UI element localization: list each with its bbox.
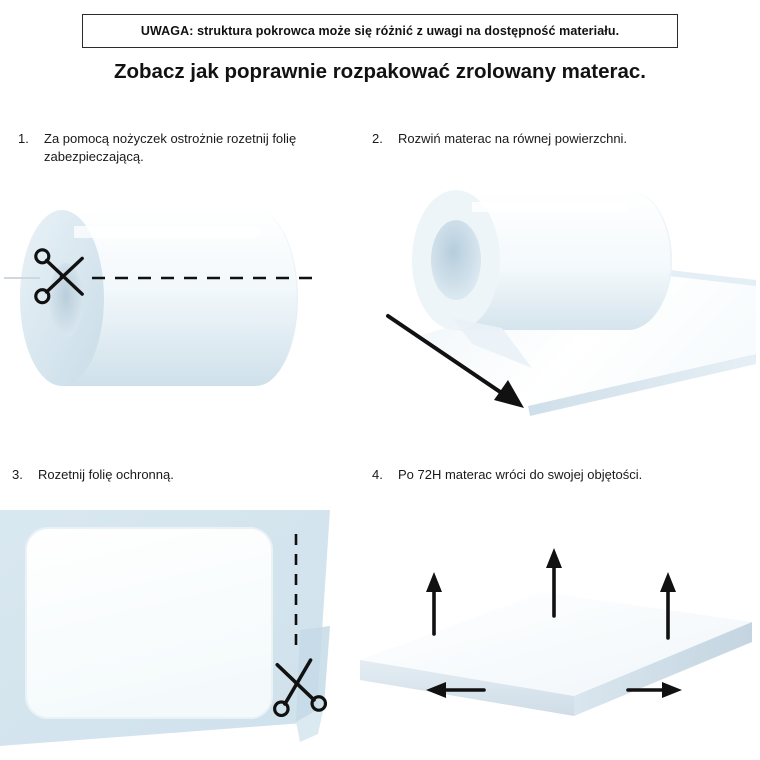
- step-4: [372, 466, 712, 484]
- step-1-number: 1.: [18, 131, 29, 146]
- page-title: Zobacz jak poprawnie rozpakować zrolowany materac.: [113, 60, 647, 83]
- notice-text: UWAGA: struktura pokrowca może się różnić z uwagi na dostępność materiału.: [140, 24, 620, 38]
- step-1: [18, 130, 318, 165]
- notice-banner: [82, 14, 678, 48]
- step-1-text: Za pomocą nożyczek ostrożnie rozetnij folię zabezpieczającą.: [44, 131, 297, 164]
- step-4-number: 4.: [372, 467, 383, 482]
- illustration-foil-cut: [0, 510, 346, 760]
- mattress-body: [26, 528, 272, 718]
- step-3-number: 3.: [12, 467, 23, 482]
- arrow-up-left: [426, 572, 442, 634]
- step-2-number: 2.: [372, 131, 383, 146]
- step-3: [12, 466, 312, 484]
- step-2-text: Rozwiń materac na równej powierzchni.: [398, 131, 628, 146]
- illustration-mattress-expanding: [352, 530, 756, 750]
- illustration-unrolling-mattress: [352, 168, 756, 438]
- roll-core-hole-2: [431, 220, 481, 300]
- step-4-text: Po 72H materac wróci do swojej objętości.: [398, 467, 643, 482]
- step-3-text: Rozetnij folię ochronną.: [38, 467, 174, 482]
- illustration-rolled-mattress: [4, 178, 344, 408]
- step-2: [372, 130, 702, 148]
